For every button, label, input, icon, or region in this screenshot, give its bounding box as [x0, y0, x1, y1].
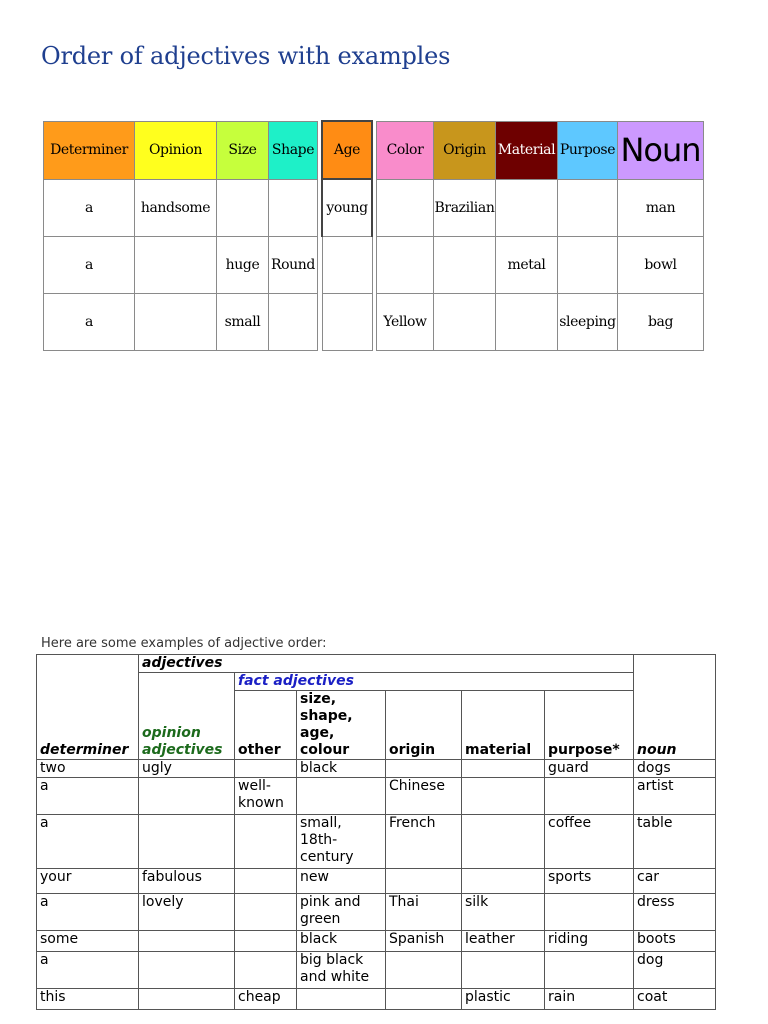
- example-row: [37, 815, 716, 869]
- header-material: Material: [496, 121, 558, 179]
- cell-opinion: [139, 815, 235, 869]
- cell-origin: [434, 237, 496, 294]
- cell-purpose: sleeping: [558, 294, 618, 351]
- cell-opinion: fabulous: [139, 869, 235, 894]
- header-age: Age: [322, 121, 372, 179]
- cell-determiner: some: [37, 931, 139, 952]
- cell-origin: [434, 294, 496, 351]
- example-row: [37, 894, 716, 931]
- cell-noun: coat: [634, 989, 716, 1010]
- header-size-shape-age-colour: size, shape, age, colour: [297, 691, 386, 760]
- cell-material: [462, 952, 545, 989]
- adjective-examples-table: [36, 654, 716, 1010]
- cell-determiner: a: [44, 294, 135, 351]
- header-opinion: Opinion: [135, 121, 217, 179]
- cell-purpose: coffee: [545, 815, 634, 869]
- cell-size-shape-age-colour: small, 18th-century: [297, 815, 386, 869]
- cell-origin: Thai: [386, 894, 462, 931]
- cell-material: [462, 815, 545, 869]
- header-material: material: [462, 691, 545, 760]
- cell-purpose: [545, 778, 634, 815]
- color-table-row: [44, 294, 704, 351]
- cell-purpose: guard: [545, 760, 634, 778]
- cell-opinion: [135, 294, 217, 351]
- cell-origin: [386, 952, 462, 989]
- cell-determiner: your: [37, 869, 139, 894]
- cell-origin: [386, 989, 462, 1010]
- cell-determiner: a: [44, 179, 135, 237]
- cell-opinion: [139, 989, 235, 1010]
- cell-noun: man: [618, 179, 704, 237]
- page-title: Order of adjectives with examples: [41, 42, 451, 70]
- cell-material: [462, 760, 545, 778]
- cell-shape: [269, 294, 318, 351]
- group-fact-adjectives: fact adjectives: [235, 673, 634, 691]
- cell-origin: Chinese: [386, 778, 462, 815]
- cell-material: plastic: [462, 989, 545, 1010]
- cell-other: cheap: [235, 989, 297, 1010]
- header-other: other: [235, 691, 297, 760]
- example-row: [37, 778, 716, 815]
- cell-color: [377, 237, 434, 294]
- cell-color: [377, 179, 434, 237]
- header-determiner: [37, 655, 139, 760]
- cell-origin: Spanish: [386, 931, 462, 952]
- cell-opinion: [139, 952, 235, 989]
- example-row: [37, 989, 716, 1010]
- cell-determiner: a: [37, 778, 139, 815]
- cell-opinion: [135, 237, 217, 294]
- cell-opinion: [139, 778, 235, 815]
- cell-noun: table: [634, 815, 716, 869]
- cell-size-shape-age-colour: big black and white: [297, 952, 386, 989]
- cell-shape: [269, 179, 318, 237]
- cell-material: metal: [496, 237, 558, 294]
- cell-size-shape-age-colour: new: [297, 869, 386, 894]
- header-color: Color: [377, 121, 434, 179]
- header-opinion: [139, 673, 235, 760]
- color-table-row: [44, 237, 704, 294]
- color-table-header-row: [44, 121, 704, 179]
- cell-material: [496, 179, 558, 237]
- header-purpose: purpose*: [545, 691, 634, 760]
- cell-size: huge: [217, 237, 269, 294]
- cell-size-shape-age-colour: [297, 778, 386, 815]
- cell-other: well-known: [235, 778, 297, 815]
- cell-determiner: a: [44, 237, 135, 294]
- color-table-row: [44, 179, 704, 237]
- cell-opinion: [139, 931, 235, 952]
- group-adjectives: adjectives: [139, 655, 634, 673]
- cell-origin: Brazilian: [434, 179, 496, 237]
- group-header-row: [37, 655, 716, 673]
- cell-color: Yellow: [377, 294, 434, 351]
- cell-age: [322, 294, 372, 351]
- cell-other: [235, 931, 297, 952]
- cell-shape: Round: [269, 237, 318, 294]
- header-determiner-label: determiner: [40, 742, 129, 758]
- cell-determiner: a: [37, 894, 139, 931]
- example-row: [37, 760, 716, 778]
- cell-other: [235, 815, 297, 869]
- header-noun: [634, 655, 716, 760]
- header-determiner: Determiner: [44, 121, 135, 179]
- cell-opinion: lovely: [139, 894, 235, 931]
- cell-noun: artist: [634, 778, 716, 815]
- example-row: [37, 869, 716, 894]
- cell-purpose: riding: [545, 931, 634, 952]
- cell-origin: [386, 760, 462, 778]
- cell-material: [462, 869, 545, 894]
- cell-other: [235, 894, 297, 931]
- cell-purpose: [558, 179, 618, 237]
- cell-age: young: [322, 179, 372, 237]
- header-origin: origin: [386, 691, 462, 760]
- cell-noun: car: [634, 869, 716, 894]
- cell-opinion: ugly: [139, 760, 235, 778]
- cell-size-shape-age-colour: pink and green: [297, 894, 386, 931]
- cell-opinion: handsome: [135, 179, 217, 237]
- cell-material: [496, 294, 558, 351]
- header-opinion-label: opinion adjectives: [142, 725, 223, 758]
- cell-noun: bag: [618, 294, 704, 351]
- cell-purpose: sports: [545, 869, 634, 894]
- cell-material: [462, 778, 545, 815]
- header-shape: Shape: [269, 121, 318, 179]
- header-noun-label: noun: [637, 742, 677, 758]
- cell-size-shape-age-colour: black: [297, 760, 386, 778]
- cell-purpose: [558, 237, 618, 294]
- cell-noun: bowl: [618, 237, 704, 294]
- cell-noun: dog: [634, 952, 716, 989]
- example-row: [37, 931, 716, 952]
- cell-determiner: a: [37, 952, 139, 989]
- cell-size: [217, 179, 269, 237]
- cell-determiner: a: [37, 815, 139, 869]
- subgroup-header-row: [37, 673, 716, 691]
- examples-intro: Here are some examples of adjective order:: [41, 636, 327, 651]
- cell-material: leather: [462, 931, 545, 952]
- cell-purpose: [545, 894, 634, 931]
- cell-origin: French: [386, 815, 462, 869]
- header-noun: Noun: [618, 121, 704, 179]
- header-purpose: Purpose: [558, 121, 618, 179]
- example-row: [37, 952, 716, 989]
- cell-determiner: two: [37, 760, 139, 778]
- cell-other: [235, 760, 297, 778]
- cell-purpose: rain: [545, 989, 634, 1010]
- cell-purpose: [545, 952, 634, 989]
- cell-size-shape-age-colour: black: [297, 931, 386, 952]
- cell-other: [235, 952, 297, 989]
- cell-origin: [386, 869, 462, 894]
- cell-determiner: this: [37, 989, 139, 1010]
- cell-material: silk: [462, 894, 545, 931]
- cell-size: small: [217, 294, 269, 351]
- header-size: Size: [217, 121, 269, 179]
- cell-noun: boots: [634, 931, 716, 952]
- cell-size-shape-age-colour: [297, 989, 386, 1010]
- cell-noun: dogs: [634, 760, 716, 778]
- header-origin: Origin: [434, 121, 496, 179]
- adjective-order-color-table: [43, 120, 704, 351]
- cell-age: [322, 237, 372, 294]
- cell-noun: dress: [634, 894, 716, 931]
- cell-other: [235, 869, 297, 894]
